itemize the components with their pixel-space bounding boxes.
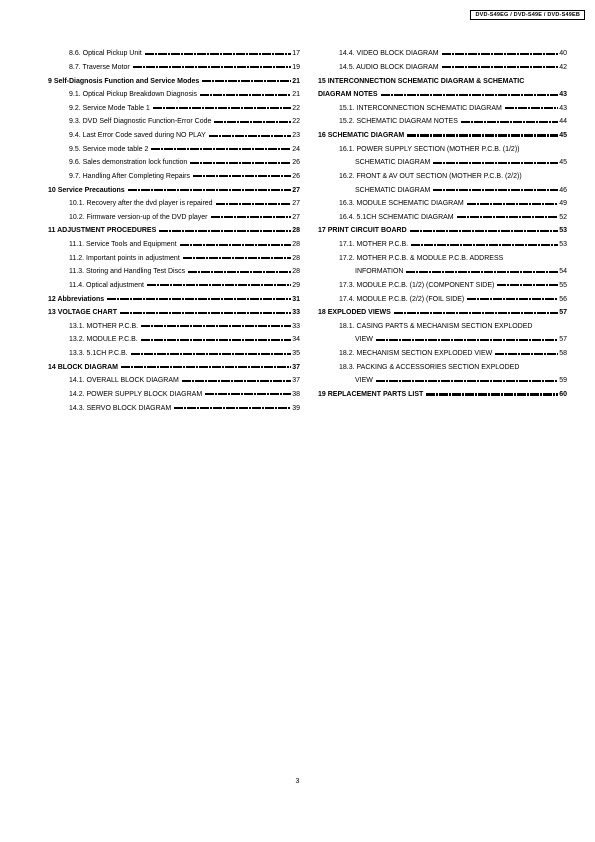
dot-leader bbox=[120, 312, 291, 314]
dot-leader bbox=[505, 107, 558, 109]
toc-entry[interactable] bbox=[318, 61, 567, 75]
toc-entry[interactable] bbox=[318, 306, 567, 320]
dot-leader bbox=[147, 284, 291, 286]
toc-entry[interactable] bbox=[318, 292, 567, 306]
toc-entry-page: 37 bbox=[292, 363, 300, 371]
toc-entry-title: 9.3. DVD Self Diagnostic Function-Error Code bbox=[69, 118, 212, 126]
toc-entry-title: 16.3. MODULE SCHEMATIC DIAGRAM bbox=[339, 200, 464, 208]
toc-entry-page: 24 bbox=[292, 145, 300, 153]
dot-leader bbox=[467, 203, 558, 205]
toc-entry[interactable] bbox=[318, 156, 567, 170]
toc-entry-page: 58 bbox=[559, 350, 567, 358]
toc-entry-title: 15 INTERCONNECTION SCHEMATIC DIAGRAM & SCHEMATIC bbox=[318, 77, 525, 85]
toc-entry[interactable] bbox=[318, 347, 567, 361]
dot-leader bbox=[381, 94, 559, 96]
dot-leader bbox=[457, 216, 559, 218]
toc-entry[interactable] bbox=[48, 183, 300, 197]
toc-entry[interactable] bbox=[48, 197, 300, 211]
toc-entry-page: 46 bbox=[559, 186, 567, 194]
toc-entry-page: 27 bbox=[292, 200, 300, 208]
toc-entry-title: 9.4. Last Error Code saved during NO PLAY bbox=[69, 132, 206, 140]
toc-entry-page: 56 bbox=[559, 295, 567, 303]
toc-entry[interactable] bbox=[48, 401, 300, 415]
toc-entry[interactable] bbox=[48, 360, 300, 374]
toc-entry-title: 13 VOLTAGE CHART bbox=[48, 309, 117, 317]
toc-entry-page: 22 bbox=[292, 104, 300, 112]
toc-entry[interactable] bbox=[318, 115, 567, 129]
dot-leader bbox=[442, 66, 559, 68]
dot-leader bbox=[131, 353, 292, 355]
toc-entry[interactable] bbox=[48, 347, 300, 361]
toc-entry-page: 44 bbox=[559, 118, 567, 126]
toc-entry[interactable] bbox=[318, 360, 567, 374]
toc-entry-page: 28 bbox=[292, 268, 300, 276]
toc-entry-title: 16.4. 5.1CH SCHEMATIC DIAGRAM bbox=[339, 213, 454, 221]
toc-entry-page: 19 bbox=[292, 63, 300, 71]
toc-entry-title: 14.3. SERVO BLOCK DIAGRAM bbox=[69, 404, 172, 412]
toc-entry[interactable] bbox=[48, 224, 300, 238]
toc-entry-title: DIAGRAM NOTES bbox=[318, 91, 378, 99]
toc-entry-title: 17.4. MODULE P.C.B. (2/2) (FOIL SIDE) bbox=[339, 295, 465, 303]
toc-entry-title: 8.7. Traverse Motor bbox=[69, 63, 130, 71]
toc-entry-title: VIEW bbox=[355, 336, 373, 344]
dot-leader bbox=[433, 162, 558, 164]
dot-leader bbox=[495, 353, 558, 355]
toc-entry-title: 16.2. FRONT & AV OUT SECTION (MOTHER P.C.B. (2/2)) bbox=[339, 172, 522, 180]
toc-entry-title: 18.1. CASING PARTS & MECHANISM SECTION EXPLODED bbox=[339, 322, 533, 330]
toc-entry-title: 9.5. Service mode table 2 bbox=[69, 145, 149, 153]
toc-entry[interactable] bbox=[48, 102, 300, 116]
toc-entry-title: 15.1. INTERCONNECTION SCHEMATIC DIAGRAM bbox=[339, 104, 502, 112]
dot-leader bbox=[394, 312, 558, 314]
dot-leader bbox=[141, 339, 291, 341]
toc-entry-title: 17.1. MOTHER P.C.B. bbox=[339, 241, 409, 249]
toc-entry[interactable] bbox=[48, 74, 300, 88]
toc-entry-page: 43 bbox=[559, 91, 567, 99]
dot-leader bbox=[182, 380, 291, 382]
toc-entry-title: 11.4. Optical adjustment bbox=[69, 281, 144, 289]
toc-entry[interactable] bbox=[48, 47, 300, 61]
toc-entry-title: 11.1. Service Tools and Equipment bbox=[69, 241, 177, 249]
toc-entry[interactable] bbox=[48, 115, 300, 129]
toc-entry[interactable] bbox=[318, 279, 567, 293]
toc-entry[interactable] bbox=[48, 88, 300, 102]
toc-entry[interactable] bbox=[318, 142, 567, 156]
toc-entry-page: 23 bbox=[292, 132, 300, 140]
toc-entry[interactable] bbox=[48, 333, 300, 347]
toc-entry[interactable] bbox=[318, 129, 567, 143]
toc-entry[interactable] bbox=[48, 374, 300, 388]
toc-entry-title: 13.2. MODULE P.C.B. bbox=[69, 336, 138, 344]
toc-entry[interactable] bbox=[48, 306, 300, 320]
dot-leader bbox=[188, 271, 291, 273]
toc-entry-page: 28 bbox=[292, 227, 300, 235]
toc-entry[interactable] bbox=[318, 197, 567, 211]
toc-entry-page: 27 bbox=[292, 186, 300, 194]
model-header: DVD-S49EG / DVD-S49E / DVD-S49EB bbox=[470, 10, 585, 20]
dot-leader bbox=[107, 298, 291, 300]
dot-leader bbox=[121, 366, 291, 368]
dot-leader bbox=[216, 203, 292, 205]
dot-leader bbox=[376, 380, 558, 382]
toc-entry-title: 9.1. Optical Pickup Breakdown Diagnosis bbox=[69, 91, 198, 99]
dot-leader bbox=[145, 53, 291, 55]
dot-leader bbox=[433, 189, 558, 191]
dot-leader bbox=[200, 94, 291, 96]
toc-entry[interactable] bbox=[48, 292, 300, 306]
toc-entry-title: 18.3. PACKING & ACCESSORIES SECTION EXPLODED bbox=[339, 363, 520, 371]
dot-leader bbox=[183, 257, 291, 259]
dot-leader bbox=[180, 244, 292, 246]
dot-leader bbox=[209, 135, 291, 137]
toc-entry-page: 39 bbox=[292, 404, 300, 412]
toc-entry[interactable] bbox=[318, 251, 567, 265]
toc-entry-page: 35 bbox=[292, 350, 300, 358]
toc-entry-title: 11 ADJUSTMENT PROCEDURES bbox=[48, 227, 157, 235]
toc-entry[interactable] bbox=[48, 388, 300, 402]
toc-entry-page: 17 bbox=[292, 50, 300, 58]
toc-entry-title: 11.2. Important points in adjustment bbox=[69, 254, 180, 262]
toc-entry-page: 45 bbox=[559, 159, 567, 167]
dot-leader bbox=[133, 66, 292, 68]
toc-entry-page: 27 bbox=[292, 213, 300, 221]
toc-entry-title: 14 BLOCK DIAGRAM bbox=[48, 363, 119, 371]
dot-leader bbox=[193, 175, 291, 177]
dot-leader bbox=[128, 189, 292, 191]
toc-entry[interactable] bbox=[48, 142, 300, 156]
toc-entry[interactable] bbox=[318, 265, 567, 279]
dot-leader bbox=[461, 121, 558, 123]
dot-leader bbox=[426, 393, 558, 395]
dot-leader bbox=[411, 244, 558, 246]
toc-entry-page: 57 bbox=[559, 336, 567, 344]
toc-entry[interactable] bbox=[48, 251, 300, 265]
toc-entry-title: 18 EXPLODED VIEWS bbox=[318, 309, 391, 317]
toc-entry[interactable] bbox=[48, 156, 300, 170]
toc-entry-title: 13.3. 5.1CH P.C.B. bbox=[69, 350, 128, 358]
toc-left-column bbox=[48, 47, 300, 415]
toc-entry-title: 15.2. SCHEMATIC DIAGRAM NOTES bbox=[339, 118, 458, 126]
toc-entry[interactable] bbox=[48, 129, 300, 143]
toc-entry-page: 21 bbox=[292, 91, 300, 99]
toc-entry[interactable] bbox=[318, 333, 567, 347]
toc-entry[interactable] bbox=[48, 279, 300, 293]
toc-entry-page: 43 bbox=[559, 104, 567, 112]
toc-entry-title: 9.6. Sales demonstration lock function bbox=[69, 159, 188, 167]
toc-entry-page: 57 bbox=[559, 309, 567, 317]
toc-entry[interactable] bbox=[318, 170, 567, 184]
toc-entry-page: 34 bbox=[292, 336, 300, 344]
page-number: 3 bbox=[295, 778, 300, 785]
toc-entry-page: 42 bbox=[559, 63, 567, 71]
dot-leader bbox=[467, 298, 558, 300]
dot-leader bbox=[153, 107, 291, 109]
toc-entry-title: 8.6. Optical Pickup Unit bbox=[69, 50, 142, 58]
toc-entry-title: 17 PRINT CIRCUIT BOARD bbox=[318, 227, 407, 235]
toc-entry-page: 54 bbox=[559, 268, 567, 276]
toc-entry-page: 59 bbox=[559, 377, 567, 385]
toc-entry[interactable] bbox=[318, 211, 567, 225]
dot-leader bbox=[151, 148, 291, 150]
toc-entry-title: INFORMATION bbox=[355, 268, 404, 276]
toc-entry[interactable] bbox=[48, 170, 300, 184]
toc-entry-title: 13.1. MOTHER P.C.B. bbox=[69, 322, 139, 330]
dot-leader bbox=[141, 325, 291, 327]
toc-entry-page: 53 bbox=[559, 241, 567, 249]
toc-entry-page: 52 bbox=[559, 213, 567, 221]
toc-entry[interactable] bbox=[48, 265, 300, 279]
toc-entry-page: 33 bbox=[292, 322, 300, 330]
toc-entry-title: 14.5. AUDIO BLOCK DIAGRAM bbox=[339, 63, 439, 71]
toc-entry-page: 22 bbox=[292, 118, 300, 126]
toc-entry[interactable] bbox=[318, 388, 567, 402]
dot-leader bbox=[214, 121, 291, 123]
dot-leader bbox=[497, 284, 558, 286]
toc-entry[interactable] bbox=[48, 238, 300, 252]
toc-entry[interactable] bbox=[318, 88, 567, 102]
dot-leader bbox=[202, 80, 291, 82]
toc-entry[interactable] bbox=[318, 183, 567, 197]
toc-entry-page: 31 bbox=[292, 295, 300, 303]
toc-entry-title: 14.2. POWER SUPPLY BLOCK DIAGRAM bbox=[69, 390, 203, 398]
toc-entry-page: 53 bbox=[559, 227, 567, 235]
toc-entry-title: 16.1. POWER SUPPLY SECTION (MOTHER P.C.B. (1/2)) bbox=[339, 145, 520, 153]
dot-leader bbox=[159, 230, 291, 232]
toc-entry-title: VIEW bbox=[355, 377, 373, 385]
toc-entry[interactable] bbox=[318, 374, 567, 388]
toc-entry-title: 14.4. VIDEO BLOCK DIAGRAM bbox=[339, 50, 439, 58]
toc-entry-page: 38 bbox=[292, 390, 300, 398]
toc-entry-title: 10.1. Recovery after the dvd player is repaired bbox=[69, 200, 213, 208]
dot-leader bbox=[190, 162, 291, 164]
toc-entry-page: 26 bbox=[292, 172, 300, 180]
toc-entry-page: 33 bbox=[292, 309, 300, 317]
toc-entry-title: 16 SCHEMATIC DIAGRAM bbox=[318, 132, 405, 140]
toc-entry-title: 11.3. Storing and Handling Test Discs bbox=[69, 268, 186, 276]
toc-entry-page: 49 bbox=[559, 200, 567, 208]
dot-leader bbox=[211, 216, 292, 218]
toc-entry-title: 14.1. OVERALL BLOCK DIAGRAM bbox=[69, 377, 179, 385]
toc-entry[interactable] bbox=[48, 320, 300, 334]
toc-entry[interactable] bbox=[318, 320, 567, 334]
toc-entry-title: 12 Abbreviations bbox=[48, 295, 105, 303]
toc-entry-title: 9 Self-Diagnosis Function and Service Modes bbox=[48, 77, 200, 85]
toc-entry-title: 10 Service Precautions bbox=[48, 186, 125, 194]
toc-entry-page: 21 bbox=[292, 77, 300, 85]
toc-entry[interactable] bbox=[48, 211, 300, 225]
toc-right-column bbox=[318, 47, 567, 401]
dot-leader bbox=[407, 134, 558, 136]
toc-entry-title: 17.3. MODULE P.C.B. (1/2) (COMPONENT SIDE) bbox=[339, 281, 495, 289]
toc-entry-title: 18.2. MECHANISM SECTION EXPLODED VIEW bbox=[339, 350, 493, 358]
toc-entry[interactable] bbox=[318, 47, 567, 61]
toc-entry-title: 10.2. Firmware version-up of the DVD player bbox=[69, 213, 208, 221]
toc-entry-page: 40 bbox=[559, 50, 567, 58]
toc-entry-page: 55 bbox=[559, 281, 567, 289]
toc-entry-title: 9.7. Handling After Completing Repairs bbox=[69, 172, 191, 180]
dot-leader bbox=[205, 393, 291, 395]
toc-entry-page: 26 bbox=[292, 159, 300, 167]
toc-entry[interactable] bbox=[318, 102, 567, 116]
toc-entry-title: SCHEMATIC DIAGRAM bbox=[355, 159, 431, 167]
toc-entry-page: 60 bbox=[559, 390, 567, 398]
toc-entry[interactable] bbox=[318, 74, 567, 88]
toc-entry[interactable] bbox=[318, 224, 567, 238]
toc-entry[interactable] bbox=[318, 238, 567, 252]
toc-entry[interactable] bbox=[48, 61, 300, 75]
dot-leader bbox=[174, 407, 291, 409]
dot-leader bbox=[410, 230, 559, 232]
toc-entry-page: 28 bbox=[292, 241, 300, 249]
toc-entry-page: 29 bbox=[292, 281, 300, 289]
toc-entry-title: 17.2. MOTHER P.C.B. & MODULE P.C.B. ADDRESS bbox=[339, 254, 504, 262]
dot-leader bbox=[406, 271, 558, 273]
toc-entry-title: 9.2. Service Mode Table 1 bbox=[69, 104, 150, 112]
toc-entry-title: 19 REPLACEMENT PARTS LIST bbox=[318, 390, 424, 398]
toc-entry-page: 28 bbox=[292, 254, 300, 262]
toc-entry-title: SCHEMATIC DIAGRAM bbox=[355, 186, 431, 194]
toc-entry-page: 37 bbox=[292, 377, 300, 385]
toc-entry-page: 45 bbox=[559, 132, 567, 140]
dot-leader bbox=[442, 53, 559, 55]
dot-leader bbox=[376, 339, 558, 341]
